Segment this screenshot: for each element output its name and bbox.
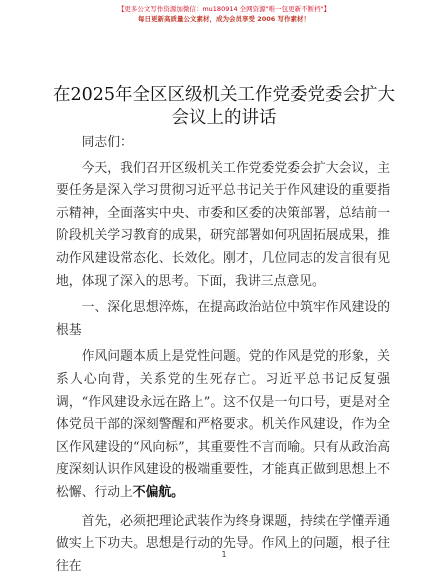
- document-body: [56, 132, 390, 578]
- section-1-heading: 一、深化思想淬炼，在提高政治站位中筑牢作风建设的根基: [56, 300, 390, 338]
- document-title: 在2025年全区区级机关工作党委党委会扩大会议上的讲话: [52, 85, 396, 128]
- section-1-paragraph-2: 首先，必须把理论武装作为终身课题，持续在学懂弄通做实上下功夫。思想是行动的先导。作风上的问题，根子往往在: [56, 513, 390, 574]
- banner-line-1: 【更多公文写作资源加微信：mu180914 全网资源"唯一包更新不断档"】: [117, 5, 331, 13]
- page-number: 1: [221, 550, 227, 559]
- section-1-paragraph-1: [56, 346, 390, 504]
- section-1-paragraph-1-emphasis: 不偏航。: [132, 484, 184, 500]
- header-banner: [0, 4, 448, 24]
- section-1-paragraph-1-text: 作风问题本质上是党性问题。党的作风是党的形象，关系人心向背，关系党的生死存亡。习近平总书记反复强调，“作风建设永远在路上”。这不仅是一句口号，更是对全体党员干部的深刻警醒和严格要求。机关作风建设，作为全区作风建设的“风向标”，其重要性不言而喻。只有从政治高度深刻认识作风建设的极端重要性，才能真正做到思想上不松懈、行动上: [56, 349, 390, 500]
- banner-line-2: 每日更新高质量公文素材，成为会员享受 2006 写作素材！: [137, 15, 311, 23]
- intro-paragraph: 今天，我们召开区级机关工作党委党委会扩大会议，主要任务是深入学习贯彻习近平总书记关于作风建设的重要指示精神，全面落实中央、市委和区委的决策部署，总结前一阶段机关学习教育的成果，研究部署如何巩固拓展成果，推动作风建设常态化、长效化。刚才，几位同志的发言很有见地，体现了深入的思考。下面，我讲三点意见。: [56, 160, 390, 289]
- salutation: 同志们：: [81, 135, 133, 150]
